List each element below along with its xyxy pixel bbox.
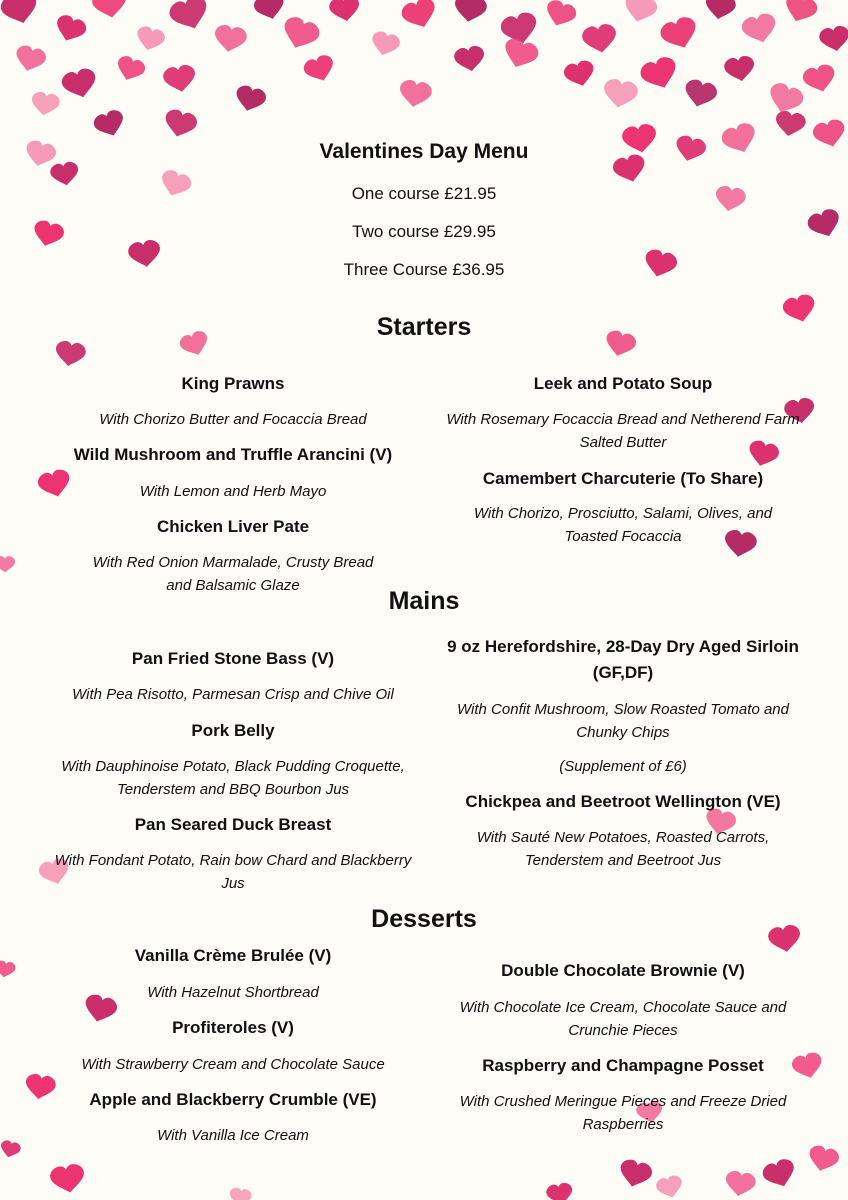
dish-description: With Vanilla Ice Cream — [157, 1127, 309, 1144]
dish-name: King Prawns — [181, 374, 285, 393]
dish-name: Chicken Liver Pate — [156, 517, 310, 536]
dish-name: Camembert Charcuterie (To Share) — [482, 469, 764, 488]
dish-description: With Dauphinoise Potato, Black Pudding Croquette, Tenderstem and BBQ Bourbon Jus — [61, 758, 405, 798]
dish-name: Profiteroles (V) — [172, 1018, 294, 1037]
dish-description: With Confit Mushroom, Slow Roasted Tomato and Chunky Chips — [457, 701, 789, 741]
dish-name: Pork Belly — [191, 721, 275, 740]
dish-description: With Red Onion Marmalade, Crusty Bread and Balsamic Glaze — [92, 554, 374, 594]
dish-description: With Chocolate Ice Cream, Chocolate Sauce and Crunchie Pieces — [459, 999, 787, 1039]
dish-name: Pan Seared Duck Breast — [134, 815, 332, 834]
dish-name: Raspberry and Champagne Posset — [482, 1056, 764, 1075]
dish-name: Apple and Blackberry Crumble (VE) — [89, 1090, 377, 1109]
dish-description: With Strawberry Cream and Chocolate Sauce — [81, 1056, 385, 1073]
dish-description: With Pea Risotto, Parmesan Crisp and Chive Oil — [72, 686, 394, 703]
dish-description: With Chorizo, Prosciutto, Salami, Olives, and Toasted Focaccia — [473, 505, 773, 545]
dish-name: Leek and Potato Soup — [533, 374, 713, 393]
dish-name: Chickpea and Beetroot Wellington (VE) — [465, 792, 781, 811]
section-heading-desserts: Desserts — [371, 905, 477, 933]
price-one-course: One course £21.95 — [351, 184, 497, 203]
dish-description: With Chorizo Butter and Focaccia Bread — [99, 411, 367, 428]
section-heading-starters: Starters — [376, 313, 472, 341]
price-three-course: Three Course £36.95 — [343, 260, 505, 279]
dish-description: With Lemon and Herb Mayo — [139, 483, 327, 500]
dish-description: With Hazelnut Shortbread — [147, 984, 319, 1001]
section-heading-mains: Mains — [388, 587, 460, 615]
dish-note: (Supplement of £6) — [559, 758, 687, 775]
dish-description: With Fondant Potato, Rain bow Chard and Blackberry Jus — [54, 852, 412, 892]
dish-name: Double Chocolate Brownie (V) — [501, 961, 745, 980]
dish-name: Pan Fried Stone Bass (V) — [131, 649, 335, 668]
dish-description: With Rosemary Focaccia Bread and Netherend Farm Salted Butter — [446, 411, 800, 451]
dish-description: With Crushed Meringue Pieces and Freeze Dried Raspberries — [459, 1093, 787, 1133]
dish-name: 9 oz Herefordshire, 28-Day Dry Aged Sirloin (GF,DF) — [447, 637, 799, 682]
dish-name: Wild Mushroom and Truffle Arancini (V) — [73, 445, 393, 464]
price-two-course: Two course £29.95 — [352, 222, 496, 241]
dish-name: Vanilla Crème Brulée (V) — [134, 946, 332, 965]
dish-description: With Sauté New Potatoes, Roasted Carrots, Tenderstem and Beetroot Jus — [476, 829, 770, 869]
page-title: Valentines Day Menu — [319, 140, 529, 163]
